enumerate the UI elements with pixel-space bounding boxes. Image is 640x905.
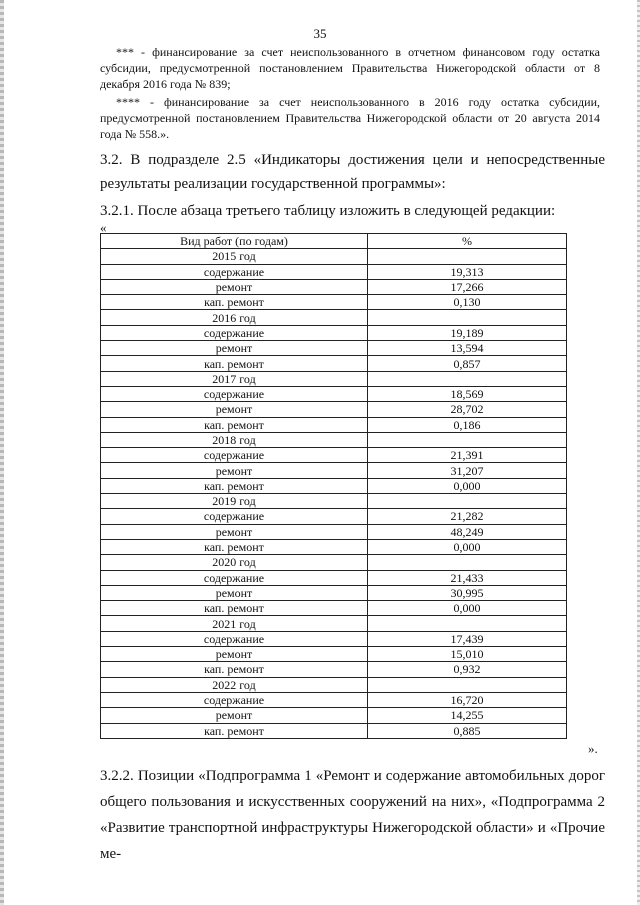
work-type-cell: кап. ремонт <box>101 417 368 432</box>
scan-edge-left <box>0 0 4 905</box>
percent-cell: 14,255 <box>368 708 567 723</box>
year-value-empty <box>368 494 567 509</box>
table-row <box>101 601 567 616</box>
table-row <box>101 524 567 539</box>
footnote-text: **** - финансирование за счет неиспользованного в 2016 году остатка субсидии, предусмотренной постановлением Правительства Нижегородской области от 20 августа 2014 года № 558.». <box>100 95 600 141</box>
table-row <box>101 631 567 646</box>
work-type-cell: кап. ремонт <box>101 601 368 616</box>
percent-cell: 21,391 <box>368 448 567 463</box>
year-label: 2018 год <box>101 432 368 447</box>
year-label: 2016 год <box>101 310 368 325</box>
footnote-3 <box>100 44 600 92</box>
quote-close: ». <box>588 741 598 756</box>
work-type-cell: кап. ремонт <box>101 478 368 493</box>
percent-cell: 13,594 <box>368 341 567 356</box>
work-type-cell: ремонт <box>101 585 368 600</box>
percent-cell: 0,000 <box>368 478 567 493</box>
work-type-cell: кап. ремонт <box>101 295 368 310</box>
page-number: 35 <box>313 26 327 41</box>
year-label: 2022 год <box>101 677 368 692</box>
table-row <box>101 325 567 340</box>
percent-cell: 0,000 <box>368 539 567 554</box>
paragraph-text: 3.2.2. Позиции «Подпрограмма 1 «Ремонт и содержание автомобильных дорог общего пользования и искусственных сооружений на них», «Подпрограмма 2 «Развитие транспортной инфраструктуры Нижегородской области» и «Прочие ме- <box>100 768 605 862</box>
table-row <box>101 279 567 294</box>
paragraph-3-2 <box>100 148 605 196</box>
footnote-text: *** - финансирование за счет неиспользованного в отчетном финансовом году остатка субсидии, предусмотренной постановлением Правительства Нижегородской области от 8 декабря 2016 года № 839; <box>100 45 600 91</box>
year-label: 2021 год <box>101 616 368 631</box>
year-label: 2015 год <box>101 249 368 264</box>
year-row <box>101 432 567 447</box>
percent-cell: 0,857 <box>368 356 567 371</box>
percent-cell: 18,569 <box>368 386 567 401</box>
work-type-cell: кап. ремонт <box>101 539 368 554</box>
year-value-empty <box>368 616 567 631</box>
year-label: 2017 год <box>101 371 368 386</box>
year-value-empty <box>368 555 567 570</box>
table-row <box>101 692 567 707</box>
year-row <box>101 310 567 325</box>
work-type-cell: ремонт <box>101 708 368 723</box>
percent-cell: 19,313 <box>368 264 567 279</box>
percent-cell: 21,282 <box>368 509 567 524</box>
work-type-cell: содержание <box>101 386 368 401</box>
year-value-empty <box>368 677 567 692</box>
table-row <box>101 662 567 677</box>
work-type-cell: ремонт <box>101 279 368 294</box>
work-type-cell: кап. ремонт <box>101 356 368 371</box>
table-row <box>101 723 567 738</box>
percent-cell: 0,932 <box>368 662 567 677</box>
table-row <box>101 509 567 524</box>
percent-cell: 17,266 <box>368 279 567 294</box>
work-type-cell: содержание <box>101 570 368 585</box>
percent-cell: 0,186 <box>368 417 567 432</box>
percent-cell: 0,000 <box>368 601 567 616</box>
work-type-cell: содержание <box>101 264 368 279</box>
percent-cell: 16,720 <box>368 692 567 707</box>
work-type-cell: содержание <box>101 692 368 707</box>
table-row <box>101 448 567 463</box>
header-percent: % <box>368 234 567 249</box>
percent-cell: 28,702 <box>368 402 567 417</box>
table-row <box>101 356 567 371</box>
table-row <box>101 708 567 723</box>
percent-cell: 31,207 <box>368 463 567 478</box>
year-label: 2020 год <box>101 555 368 570</box>
year-row <box>101 555 567 570</box>
work-type-cell: содержание <box>101 631 368 646</box>
table-row <box>101 585 567 600</box>
year-label: 2019 год <box>101 494 368 509</box>
percent-cell: 48,249 <box>368 524 567 539</box>
percent-cell: 15,010 <box>368 647 567 662</box>
works-table-body <box>101 249 567 739</box>
work-type-cell: кап. ремонт <box>101 723 368 738</box>
year-row <box>101 371 567 386</box>
footnote-4 <box>100 94 600 142</box>
paragraph-text: 3.2.1. После абзаца третьего таблицу изложить в следующей редакции: <box>100 203 556 219</box>
header-work-type: Вид работ (по годам) <box>101 234 368 249</box>
table-row <box>101 417 567 432</box>
table-row <box>101 570 567 585</box>
table-row <box>101 402 567 417</box>
work-type-cell: ремонт <box>101 647 368 662</box>
work-type-cell: содержание <box>101 325 368 340</box>
year-row <box>101 249 567 264</box>
work-type-cell: содержание <box>101 509 368 524</box>
year-row <box>101 616 567 631</box>
work-type-cell: содержание <box>101 448 368 463</box>
work-type-cell: ремонт <box>101 524 368 539</box>
percent-cell: 19,189 <box>368 325 567 340</box>
year-row <box>101 494 567 509</box>
table-row <box>101 647 567 662</box>
percent-cell: 30,995 <box>368 585 567 600</box>
table-row <box>101 478 567 493</box>
table-row <box>101 463 567 478</box>
paragraph-3-2-2 <box>100 763 605 867</box>
paragraph-3-2-1 <box>100 199 605 223</box>
year-value-empty <box>368 310 567 325</box>
table-header-row <box>101 234 567 249</box>
works-table <box>100 233 567 739</box>
year-value-empty <box>368 249 567 264</box>
paragraph-text: 3.2. В подразделе 2.5 «Индикаторы достижения цели и непосредственные результаты реализации государственной программы»: <box>100 152 605 192</box>
work-type-cell: ремонт <box>101 341 368 356</box>
percent-cell: 21,433 <box>368 570 567 585</box>
percent-cell: 17,439 <box>368 631 567 646</box>
percent-cell: 0,130 <box>368 295 567 310</box>
table-row <box>101 341 567 356</box>
work-type-cell: ремонт <box>101 402 368 417</box>
work-type-cell: ремонт <box>101 463 368 478</box>
table-row <box>101 386 567 401</box>
table-row <box>101 295 567 310</box>
table-row <box>101 539 567 554</box>
quote-open: « <box>100 220 107 235</box>
year-value-empty <box>368 371 567 386</box>
work-type-cell: кап. ремонт <box>101 662 368 677</box>
year-row <box>101 677 567 692</box>
percent-cell: 0,885 <box>368 723 567 738</box>
table-row <box>101 264 567 279</box>
year-value-empty <box>368 432 567 447</box>
